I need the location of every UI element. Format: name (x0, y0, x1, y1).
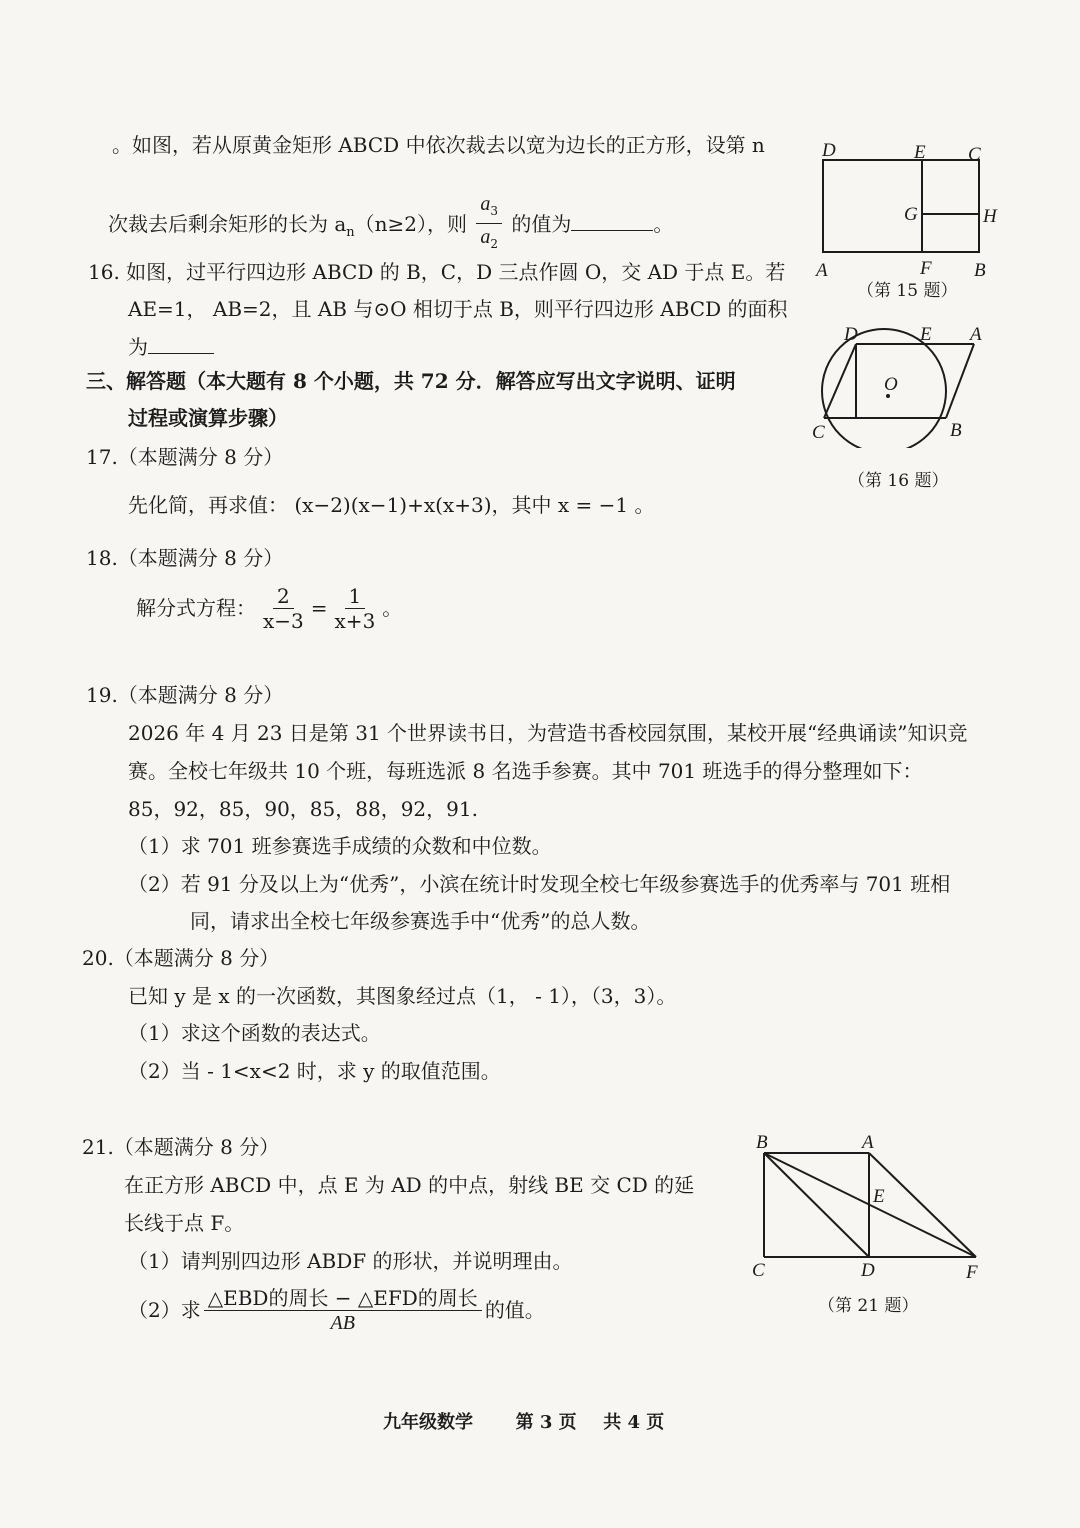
q15-frac-num-sub: 3 (490, 204, 499, 218)
q15-label-e: E (914, 142, 926, 163)
q21-label-b: B (756, 1132, 768, 1153)
q16-line1: 16. 如图，过平行四边形 ABCD 的 B，C，D 三点作圆 O，交 AD 于点 E。若 (88, 260, 786, 284)
q21-line-bd (764, 1153, 869, 1257)
q19-part1: （1）求 701 班参赛选手成绩的众数和中位数。 (128, 834, 552, 858)
q20-part1: （1）求这个函数的表达式。 (128, 1021, 381, 1045)
q15-label-h: H (983, 206, 997, 227)
q15-label-d: D (822, 140, 836, 161)
q21-line2: 长线于点 F。 (124, 1211, 245, 1235)
q20-heading: 20.（本题满分 8 分） (82, 946, 280, 970)
q15-frac-num: a (480, 193, 491, 215)
q16-label-e: E (920, 324, 932, 345)
q16-line3-text: 为 (128, 335, 148, 359)
q15-rect-abcd (823, 160, 979, 252)
q20-part2: （2）当 - 1<x<2 时，求 y 的取值范围。 (128, 1059, 501, 1083)
footer-total: 共 4 页 (603, 1412, 665, 1433)
q21-part1: （1）请判别四边形 ABDF 的形状，并说明理由。 (128, 1249, 573, 1273)
q18-prefix: 解分式方程： (136, 596, 256, 620)
q19-line1: 2026 年 4 月 23 日是第 31 个世界读书日，为营造书香校园氛围，某校开展“经典诵读”知识竞 (128, 721, 968, 745)
q16-label-b: B (950, 420, 962, 441)
section3-line2: 过程或演算步骤） (128, 406, 288, 430)
q21-label-e: E (873, 1186, 885, 1207)
q21-part2 (128, 1282, 545, 1338)
q15-frac-den: a (480, 226, 491, 248)
q19-heading: 19.（本题满分 8 分） (86, 683, 284, 707)
q15-label-b: B (974, 260, 986, 278)
q21-part2-end: 的值。 (484, 1298, 545, 1322)
q16-line-ab (946, 344, 974, 418)
q16-label-c: C (812, 422, 825, 443)
q21-caption: （第 21 题） (818, 1296, 919, 1316)
q21-line-af (869, 1153, 976, 1257)
q16-label-o: O (884, 374, 898, 395)
footer-page: 第 3 页 (515, 1412, 577, 1433)
page-footer (383, 1409, 664, 1437)
q21-label-d: D (861, 1260, 875, 1281)
q21-part2-prefix: （2）求 (128, 1298, 201, 1322)
q18-equals: = (310, 596, 328, 620)
q20-line1: 已知 y 是 x 的一次函数，其图象经过点（1， - 1），（3，3）。 (128, 984, 677, 1008)
q18-equation (136, 580, 402, 636)
q16-line3 (128, 333, 214, 361)
q21-label-f: F (966, 1262, 978, 1283)
q16-line2: AE=1， AB=2，且 AB 与⊙O 相切于点 B，则平行四边形 ABCD 的面积 (128, 297, 788, 321)
q18-left-num: 2 (273, 584, 294, 609)
q15-caption: （第 15 题） (857, 281, 958, 301)
q16-label-a: A (970, 324, 982, 345)
footer-subject: 九年级数学 (383, 1412, 473, 1433)
q21-part2-num: △EBD的周长 − △EFD的周长 (204, 1286, 482, 1311)
q21-part2-fraction (204, 1286, 482, 1335)
q16-caption: （第 16 题） (848, 471, 949, 491)
q18-left-den: x−3 (263, 608, 304, 633)
q15-frac-den-sub: 2 (490, 237, 499, 251)
q16-label-d: D (844, 324, 858, 345)
q19-line2: 赛。全校七年级共 10 个班，每班选派 8 名选手参赛。其中 701 班选手的得分整理如下： (128, 759, 923, 783)
q21-label-c: C (752, 1260, 765, 1281)
q15-line1: 。如图，若从原黄金矩形 ABCD 中依次裁去以宽为边长的正方形，设第 n (112, 133, 765, 157)
q15-line2-end: 。 (653, 212, 674, 236)
q21-line1: 在正方形 ABCD 中，点 E 为 AD 的中点，射线 BE 交 CD 的延 (124, 1173, 695, 1197)
section3-line1: 三、解答题（本大题有 8 个小题，共 72 分．解答应写出文字说明、证明 (86, 369, 736, 393)
q16-figure (808, 318, 1008, 448)
q15-label-c: C (968, 144, 981, 165)
q21-figure (750, 1128, 990, 1288)
q15-fraction (476, 191, 502, 256)
q19-part2-line2: 同，请求出全校七年级参赛选手中“优秀”的总人数。 (190, 909, 651, 933)
q15-line2-a: 次裁去后剩余矩形的长为 a (108, 212, 347, 236)
q19-part2-line1: （2）若 91 分及以上为“优秀”，小滨在统计时发现全校七年级参赛选手的优秀率与 701 班相 (128, 872, 951, 896)
q18-right-num: 1 (345, 584, 366, 609)
q16-line-cd (824, 344, 856, 418)
q15-figure (810, 138, 1010, 278)
q16-answer-blank (148, 333, 214, 354)
q18-right-fraction (331, 584, 380, 633)
q17-heading: 17.（本题满分 8 分） (86, 445, 284, 469)
q17-body: 先化简，再求值： (x−2)(x−1)+x(x+3)，其中 x = −1 。 (128, 493, 655, 517)
q15-line2-b: （n≥2），则 (354, 212, 468, 236)
q19-line3: 85，92，85，90，85，88，92，91. (128, 797, 478, 821)
q15-line2-c: 的值为 (511, 212, 572, 236)
q18-end: 。 (382, 596, 403, 620)
q15-label-f: F (920, 258, 932, 278)
q18-left-fraction (259, 584, 308, 633)
q15-answer-blank (571, 210, 653, 231)
q21-heading: 21.（本题满分 8 分） (82, 1135, 280, 1159)
q18-right-den: x+3 (334, 608, 376, 633)
q21-part2-den: AB (330, 1311, 355, 1334)
q18-heading: 18.（本题满分 8 分） (86, 546, 284, 570)
q15-label-a: A (816, 260, 828, 278)
q15-label-g: G (904, 204, 918, 225)
q15-line2 (108, 193, 673, 258)
q21-label-a: A (862, 1132, 874, 1153)
q15-line2-sub: n (346, 225, 355, 240)
